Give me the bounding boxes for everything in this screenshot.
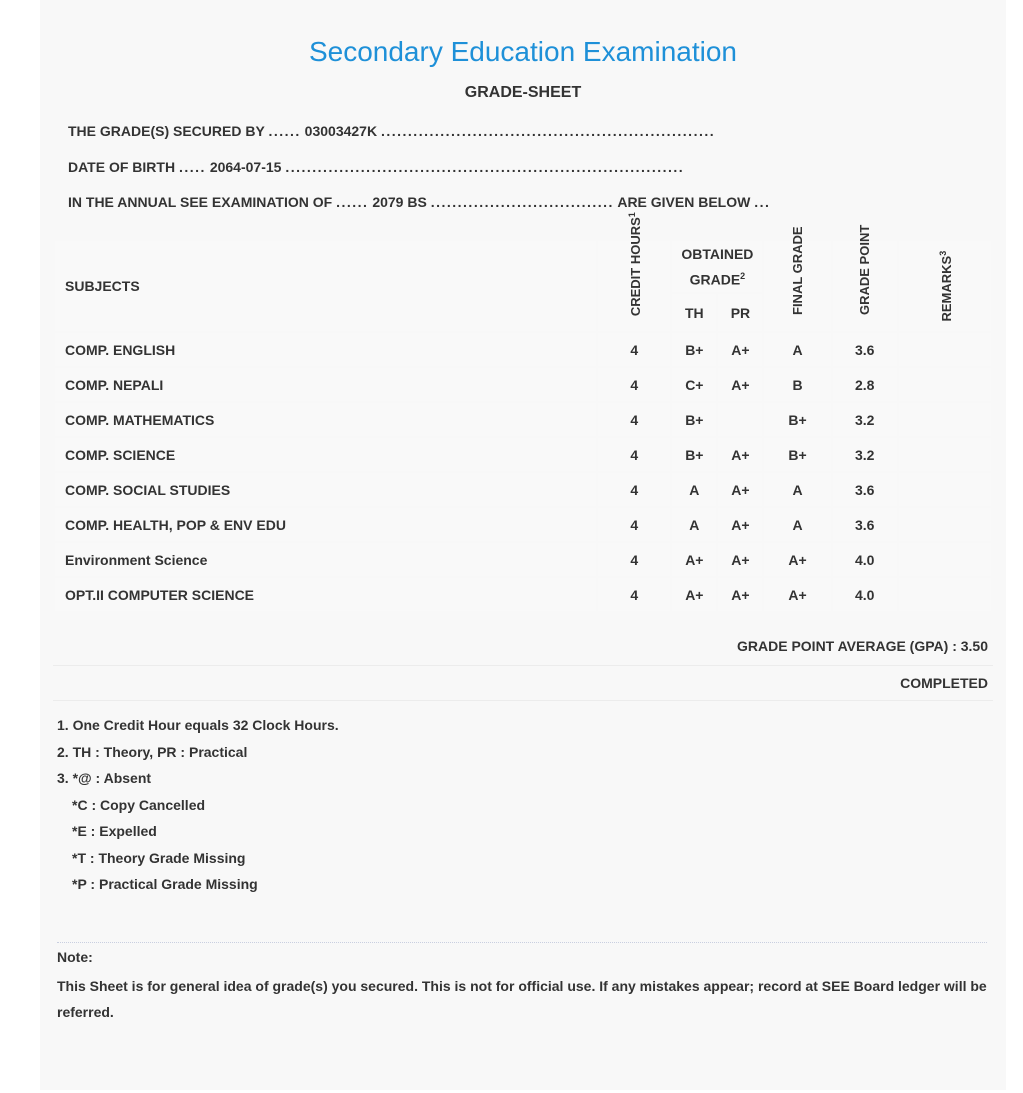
dob-label: DATE OF BIRTH bbox=[68, 159, 176, 175]
grade-point-header: GRADE POINT bbox=[833, 241, 897, 331]
final-grade-cell: B+ bbox=[764, 403, 830, 436]
final-grade-header: FINAL GRADE bbox=[764, 241, 830, 331]
pr-grade-cell: A+ bbox=[718, 578, 762, 611]
remarks-cell bbox=[899, 368, 991, 401]
dob-line: DATE OF BIRTH ..... 2064-07-15 .......................................................................... bbox=[68, 159, 685, 175]
final-grade-cell: A bbox=[764, 473, 830, 506]
pr-grade-cell bbox=[718, 403, 762, 436]
pr-grade-cell: A+ bbox=[718, 438, 762, 471]
remarks-cell bbox=[899, 473, 991, 506]
th-grade-cell: B+ bbox=[672, 333, 716, 366]
footnote-3: 3. *@ : Absent bbox=[57, 770, 152, 786]
credit-cell: 4 bbox=[598, 473, 670, 506]
grade-sheet bbox=[40, 0, 1006, 1090]
grade-point-cell: 3.6 bbox=[833, 473, 897, 506]
credit-cell: 4 bbox=[598, 543, 670, 576]
gpa-summary: GRADE POINT AVERAGE (GPA) : 3.50 bbox=[737, 638, 988, 654]
table-row bbox=[55, 543, 991, 576]
divider bbox=[53, 700, 993, 701]
table-row bbox=[55, 368, 991, 401]
remarks-cell bbox=[899, 438, 991, 471]
th-grade-cell: A+ bbox=[672, 578, 716, 611]
pr-header: PR bbox=[718, 294, 762, 331]
credit-cell: 4 bbox=[598, 438, 670, 471]
th-grade-cell: A bbox=[672, 508, 716, 541]
grade-point-cell: 3.6 bbox=[833, 508, 897, 541]
subject-cell: COMP. NEPALI bbox=[55, 368, 596, 401]
note-divider bbox=[57, 942, 987, 943]
remarks-cell bbox=[899, 543, 991, 576]
subject-cell: COMP. ENGLISH bbox=[55, 333, 596, 366]
grades-table bbox=[53, 212, 993, 613]
subject-cell: COMP. MATHEMATICS bbox=[55, 403, 596, 436]
exam-label: IN THE ANNUAL SEE EXAMINATION OF bbox=[68, 194, 333, 210]
divider bbox=[53, 665, 993, 666]
page-subtitle: GRADE-SHEET bbox=[464, 84, 582, 101]
remarks-cell bbox=[899, 578, 991, 611]
final-grade-cell: A bbox=[764, 508, 830, 541]
symbol-number: 03003427K bbox=[304, 123, 378, 139]
note-label: Note: bbox=[57, 949, 93, 965]
grade-point-cell: 4.0 bbox=[833, 543, 897, 576]
footnotes bbox=[57, 712, 339, 898]
result-status: COMPLETED bbox=[900, 675, 988, 691]
given-below-label: ARE GIVEN BELOW bbox=[617, 194, 751, 210]
footnote-1: 1. One Credit Hour equals 32 Clock Hours. bbox=[57, 717, 339, 733]
subject-cell: Environment Science bbox=[55, 543, 596, 576]
subject-cell: COMP. SOCIAL STUDIES bbox=[55, 473, 596, 506]
remarks-cell bbox=[899, 403, 991, 436]
credit-cell: 4 bbox=[598, 508, 670, 541]
credit-hours-header: CREDIT HOURS$^1$ bbox=[598, 241, 670, 331]
table-row bbox=[55, 473, 991, 506]
th-grade-cell: C+ bbox=[672, 368, 716, 401]
grade-rows bbox=[55, 333, 991, 611]
th-grade-cell: A bbox=[672, 473, 716, 506]
footnote-3d: *P : Practical Grade Missing bbox=[72, 876, 258, 892]
th-grade-cell: A+ bbox=[672, 543, 716, 576]
pr-grade-cell: A+ bbox=[718, 333, 762, 366]
final-grade-cell: A bbox=[764, 333, 830, 366]
dob-value: 2064-07-15 bbox=[209, 159, 282, 175]
table-row bbox=[55, 438, 991, 471]
grade-point-cell: 3.6 bbox=[833, 333, 897, 366]
exam-line: IN THE ANNUAL SEE EXAMINATION OF ...... 2079 BS .................................. ARE GIVEN BELOW ... bbox=[68, 194, 771, 210]
grade-point-cell: 2.8 bbox=[833, 368, 897, 401]
footnote-3c: *T : Theory Grade Missing bbox=[72, 849, 246, 866]
pr-grade-cell: A+ bbox=[718, 508, 762, 541]
table-row bbox=[55, 333, 991, 366]
pr-grade-cell: A+ bbox=[718, 368, 762, 401]
grade-point-cell: 3.2 bbox=[833, 403, 897, 436]
remarks-cell bbox=[899, 333, 991, 366]
exam-year: 2079 BS bbox=[372, 194, 427, 210]
credit-cell: 4 bbox=[598, 368, 670, 401]
remarks-cell bbox=[899, 508, 991, 541]
subject-cell: COMP. SCIENCE bbox=[55, 438, 596, 471]
remarks-header: REMARKS$^3$ bbox=[899, 241, 991, 331]
table-row bbox=[55, 508, 991, 541]
grade-point-cell: 3.2 bbox=[833, 438, 897, 471]
footnote-2: 2. TH : Theory, PR : Practical bbox=[57, 743, 248, 760]
th-grade-cell: B+ bbox=[672, 438, 716, 471]
final-grade-cell: A+ bbox=[764, 578, 830, 611]
final-grade-cell: B+ bbox=[764, 438, 830, 471]
final-grade-cell: A+ bbox=[764, 543, 830, 576]
credit-cell: 4 bbox=[598, 578, 670, 611]
table-row bbox=[55, 403, 991, 436]
secured-by-line: THE GRADE(S) SECURED BY ...... 03003427K .............................................................. bbox=[68, 123, 716, 139]
grade-point-cell: 4.0 bbox=[833, 578, 897, 611]
footnote-3b: *E : Expelled bbox=[72, 823, 157, 839]
subject-cell: COMP. HEALTH, POP & ENV EDU bbox=[55, 508, 596, 541]
th-header: TH bbox=[672, 294, 716, 331]
note-text: This Sheet is for general idea of grade(s) you secured. This is not for official use. If any mistakes appear; record at SEE Board ledger will be referred. bbox=[57, 978, 987, 1020]
th-grade-cell: B+ bbox=[672, 403, 716, 436]
pr-grade-cell: A+ bbox=[718, 543, 762, 576]
table-row bbox=[55, 578, 991, 611]
footnote-3a: *C : Copy Cancelled bbox=[72, 796, 206, 813]
credit-cell: 4 bbox=[598, 333, 670, 366]
obtained-grade-header: OBTAINED GRADE$^2$ bbox=[672, 241, 762, 292]
subjects-header: SUBJECTS bbox=[55, 241, 596, 331]
pr-grade-cell: A+ bbox=[718, 473, 762, 506]
secured-by-label: THE GRADE(S) SECURED BY bbox=[68, 123, 265, 139]
page-title: Secondary Education Examination bbox=[308, 36, 738, 67]
credit-cell: 4 bbox=[598, 403, 670, 436]
final-grade-cell: B bbox=[764, 368, 830, 401]
subject-cell: OPT.II COMPUTER SCIENCE bbox=[55, 578, 596, 611]
